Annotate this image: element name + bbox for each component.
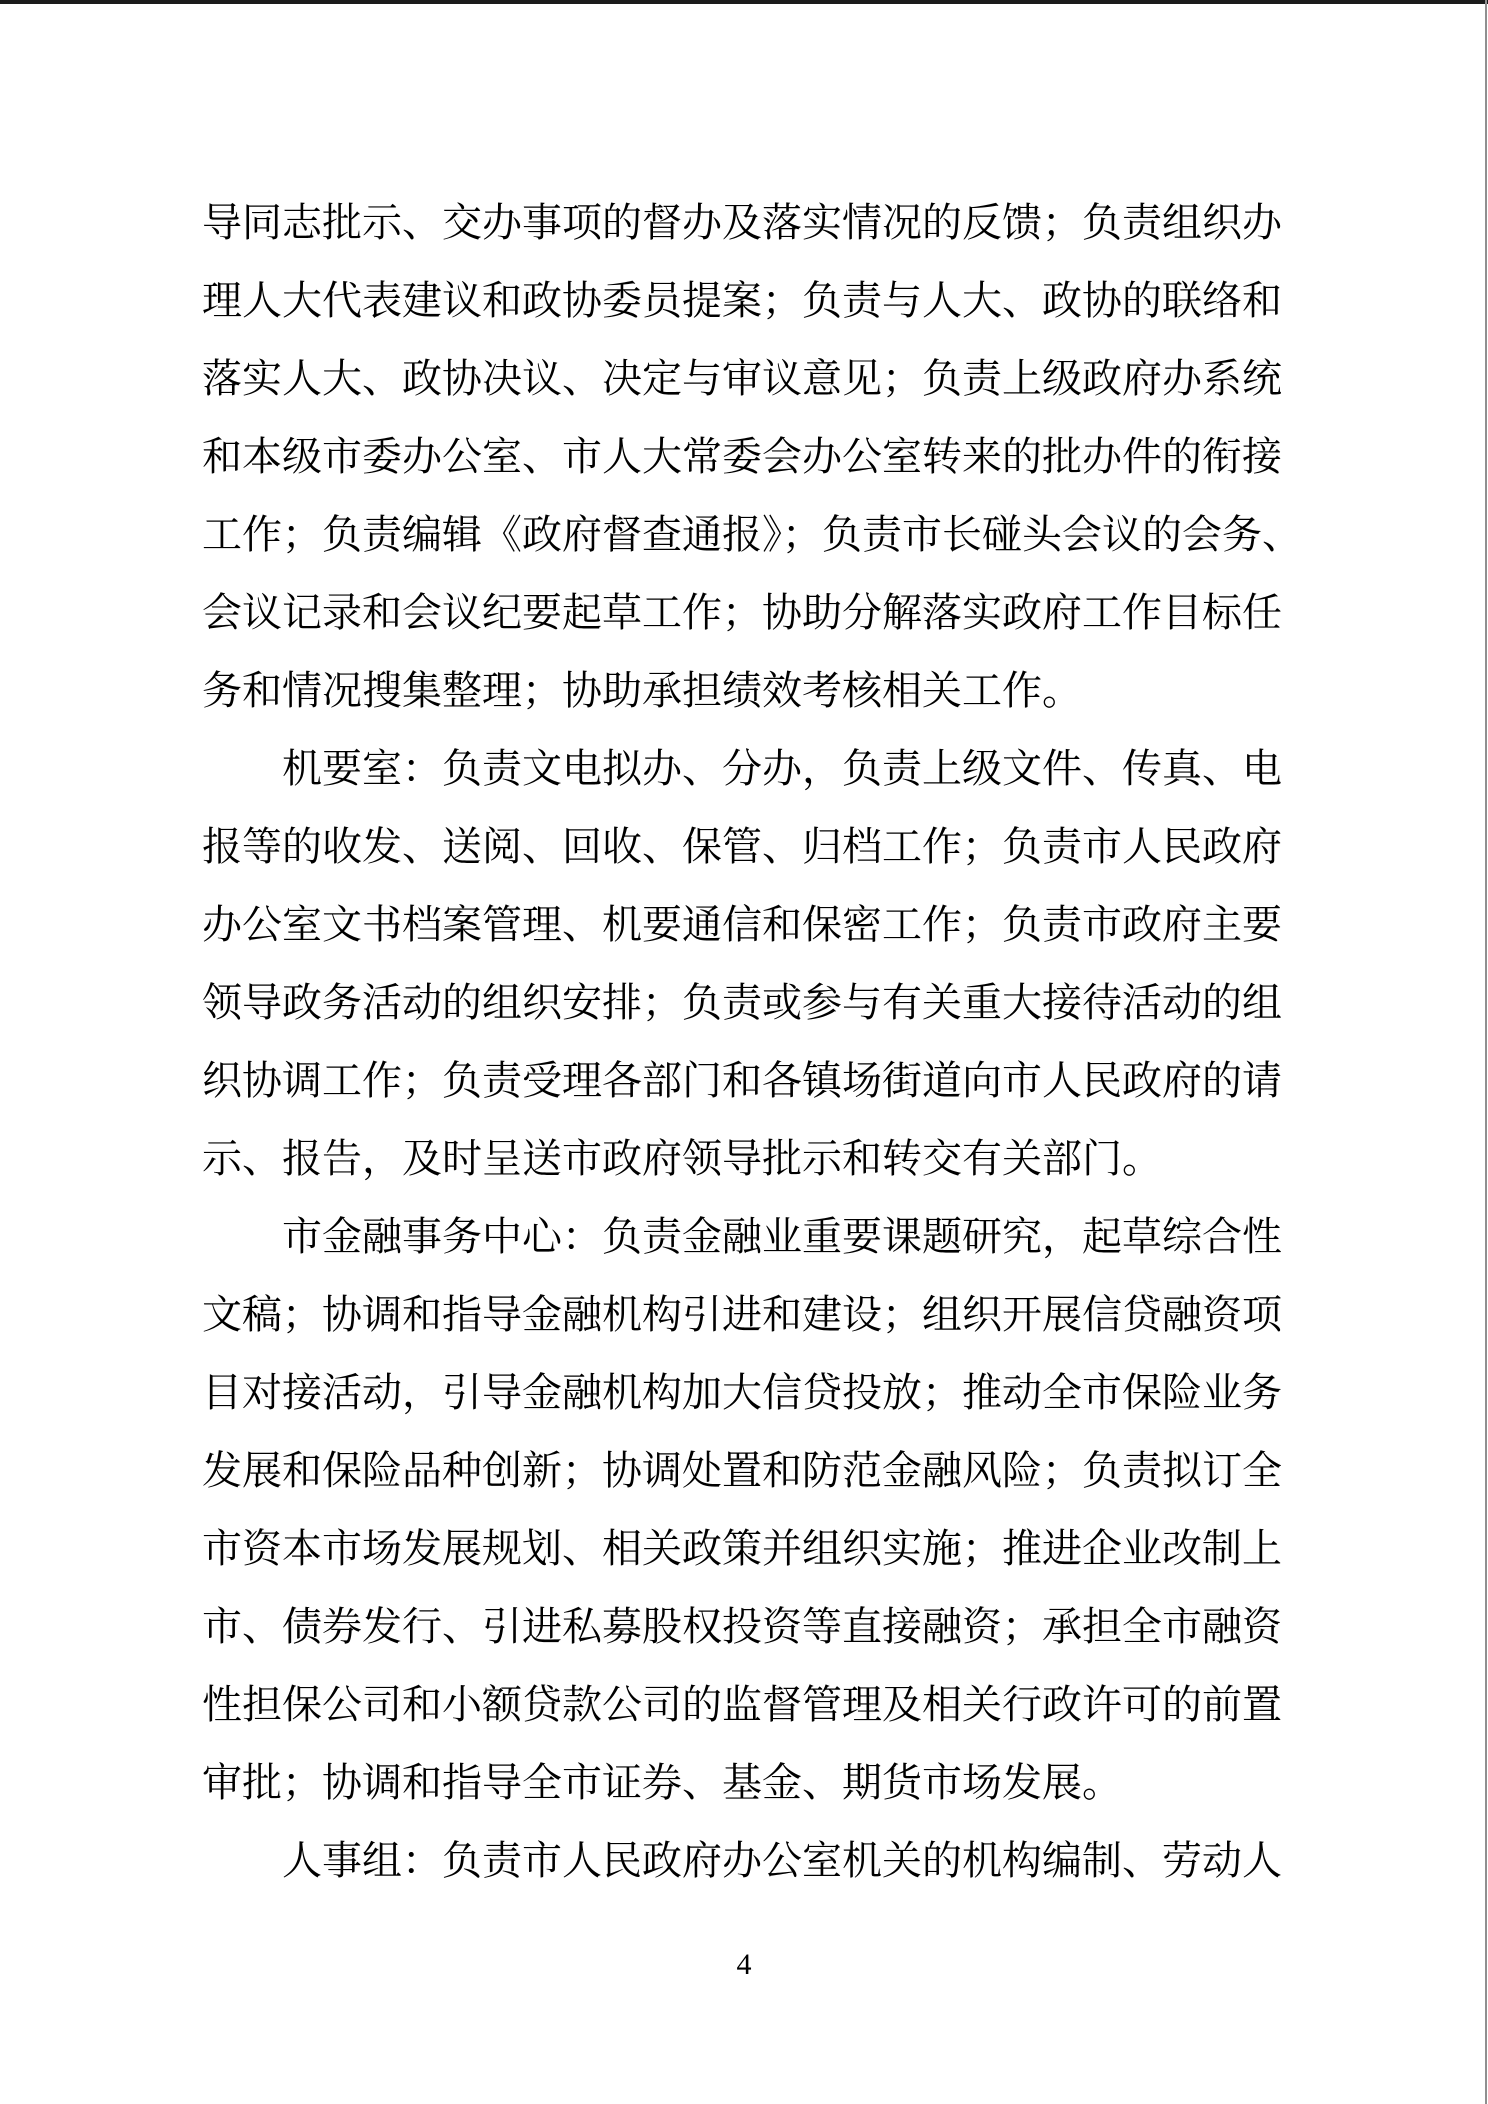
- text-line: 会议记录和会议纪要起草工作；协助分解落实政府工作目标任: [202, 590, 1282, 635]
- text-line: 落实人大、政协决议、决定与审议意见；负责上级政府办系统: [202, 356, 1282, 401]
- text-line: 机要室：负责文电拟办、分办，负责上级文件、传真、电: [282, 746, 1282, 791]
- text-line: 报等的收发、送阅、回收、保管、归档工作；负责市人民政府: [202, 824, 1282, 869]
- text-line: 审批；协调和指导全市证券、基金、期货市场发展。: [202, 1760, 1122, 1805]
- text-line: 文稿；协调和指导金融机构引进和建设；组织开展信贷融资项: [202, 1292, 1282, 1337]
- text-line: 发展和保险品种创新；协调处置和防范金融风险；负责拟订全: [202, 1448, 1282, 1493]
- text-line: 务和情况搜集整理；协助承担绩效考核相关工作。: [202, 668, 1082, 713]
- text-line: 市资本市场发展规划、相关政策并组织实施；推进企业改制上: [202, 1526, 1282, 1571]
- text-line: 织协调工作；负责受理各部门和各镇场街道向市人民政府的请: [202, 1058, 1282, 1103]
- text-line: 市、债券发行、引进私募股权投资等直接融资；承担全市融资: [202, 1604, 1282, 1649]
- text-line: 理人大代表建议和政协委员提案；负责与人大、政协的联络和: [202, 278, 1282, 323]
- text-line: 领导政务活动的组织安排；负责或参与有关重大接待活动的组: [202, 980, 1282, 1025]
- page-top-edge-bar: [0, 0, 1488, 4]
- text-line: 办公室文书档案管理、机要通信和保密工作；负责市政府主要: [202, 902, 1282, 947]
- text-line: 市金融事务中心：负责金融业重要课题研究，起草综合性: [282, 1214, 1282, 1259]
- text-line: 导同志批示、交办事项的督办及落实情况的反馈；负责组织办: [202, 200, 1282, 245]
- page-number: 4: [736, 1948, 752, 1981]
- text-line: 目对接活动，引导金融机构加大信贷投放；推动全市保险业务: [202, 1370, 1282, 1415]
- document-lines: [202, 184, 1302, 1900]
- text-line: 性担保公司和小额贷款公司的监督管理及相关行政许可的前置: [202, 1682, 1282, 1727]
- text-line: 和本级市委办公室、市人大常委会办公室转来的批办件的衔接: [202, 434, 1282, 479]
- page-right-edge-line: [1485, 0, 1487, 2104]
- text-line: 工作；负责编辑《政府督查通报》；负责市长碰头会议的会务、: [202, 512, 1302, 557]
- text-line: 人事组：负责市人民政府办公室机关的机构编制、劳动人: [282, 1838, 1282, 1883]
- text-line: 示、报告，及时呈送市政府领导批示和转交有关部门。: [202, 1136, 1162, 1181]
